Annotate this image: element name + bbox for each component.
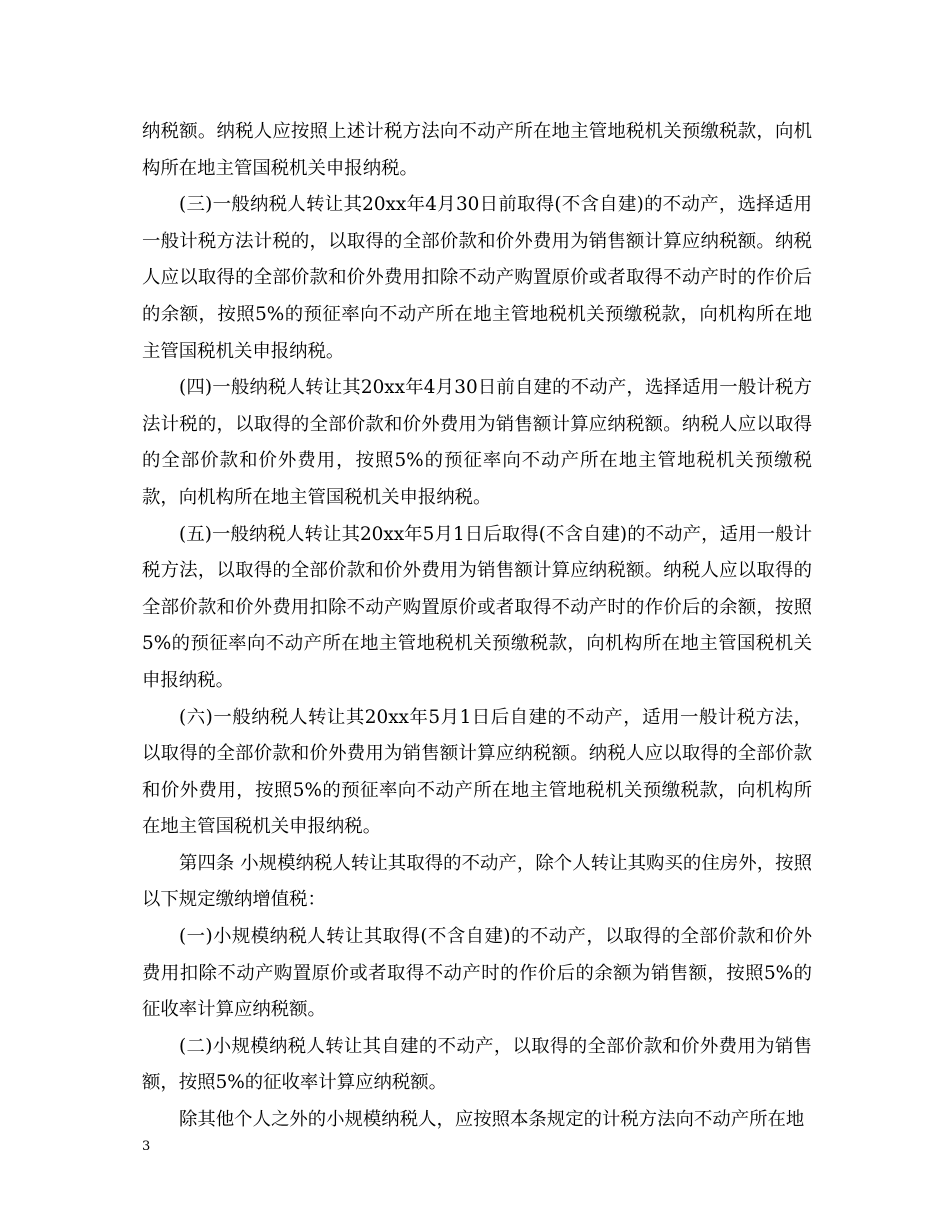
page-number: 3 xyxy=(142,1139,151,1154)
paragraph-9: 除其他个人之外的小规模纳税人，应按照本条规定的计税方法向不动产所在地 xyxy=(179,1109,805,1131)
paragraph-1: 纳税额。纳税人应按照上述计税方法向不动产所在地主管地税机关预缴税款，向机构所在地主管国税机关申报纳税。 xyxy=(142,121,812,179)
paragraph-3: (四)一般纳税人转让其20xx年4月30日前自建的不动产，选择适用一般计税方法计税的，以取得的全部价款和价外费用为销售额计算应纳税额。纳税人应以取得的全部价款和价外费用，按照5%的预征率向不动产所在地主管地税机关预缴税款，向机构所在地主管国税机关申报纳税。 xyxy=(142,377,812,508)
paragraph-7: (一)小规模纳税人转让其取得(不含自建)的不动产，以取得的全部价款和价外费用扣除不动产购置原价或者取得不动产时的作价后的余额为销售额，按照5%的征收率计算应纳税额。 xyxy=(142,926,812,1021)
paragraph-5: (六)一般纳税人转让其20xx年5月1日后自建的不动产，适用一般计税方法，以取得的全部价款和价外费用为销售额计算应纳税额。纳税人应以取得的全部价款和价外费用，按照5%的预征率向不动产所在地主管地税机关预缴税款，向机构所在地主管国税机关申报纳税。 xyxy=(142,706,812,838)
paragraph-4: (五)一般纳税人转让其20xx年5月1日后取得(不含自建)的不动产，适用一般计税方法，以取得的全部价款和价外费用为销售额计算应纳税额。纳税人应以取得的全部价款和价外费用扣除不动产购置原价或者取得不动产时的作价后的余额，按照5%的预征率向不动产所在地主管地税机关预缴税款，向机构所在地主管国税机关申报纳税。 xyxy=(142,523,812,691)
paragraph-8: (二)小规模纳税人转让其自建的不动产，以取得的全部价款和价外费用为销售额，按照5%的征收率计算应纳税额。 xyxy=(142,1035,812,1094)
paragraph-6: 第四条 小规模纳税人转让其取得的不动产，除个人转让其购买的住房外，按照以下规定缴纳增值税： xyxy=(142,852,812,911)
document-body xyxy=(142,114,812,1139)
paragraph-2: (三)一般纳税人转让其20xx年4月30日前取得(不含自建)的不动产，选择适用一般计税方法计税的，以取得的全部价款和价外费用为销售额计算应纳税额。纳税人应以取得的全部价款和价外费用扣除不动产购置原价或者取得不动产时的作价后的余额，按照5%的预征率向不动产所在地主管地税机关预缴税款，向机构所在地主管国税机关申报纳税。 xyxy=(142,194,812,362)
